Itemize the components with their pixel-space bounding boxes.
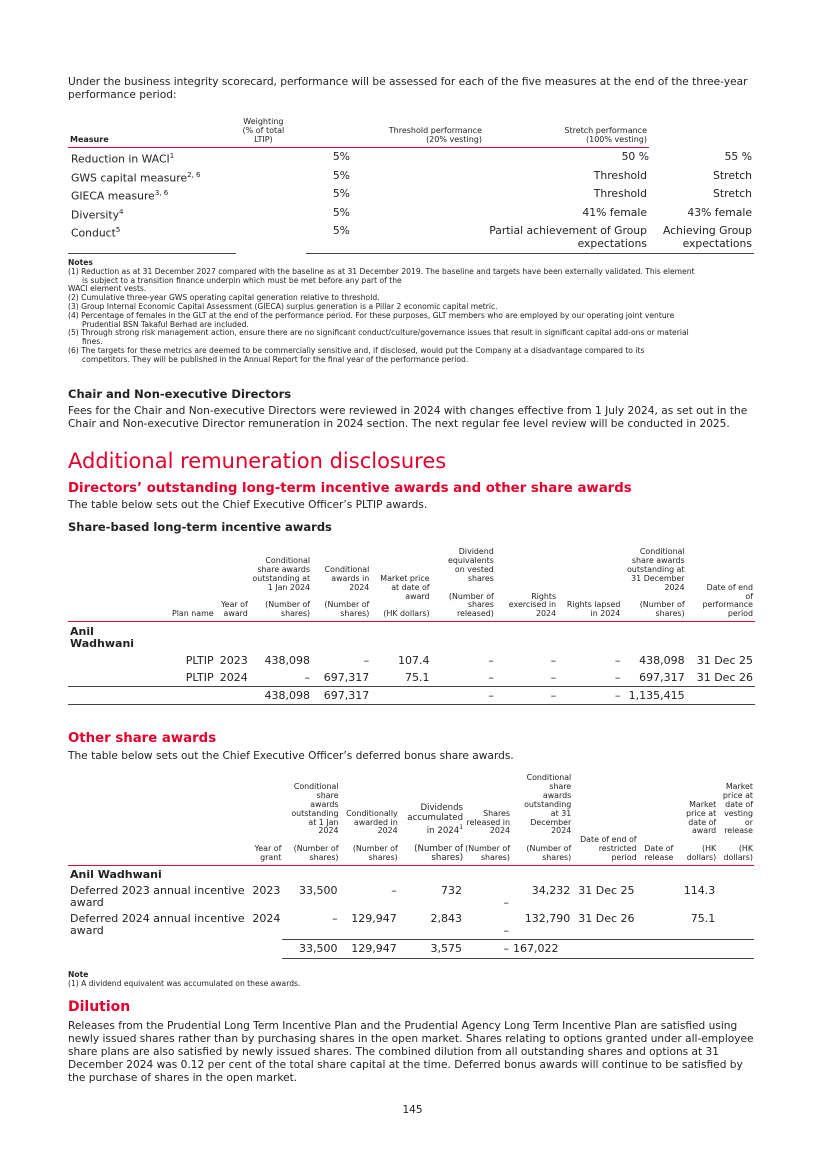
other-awards-table (68, 774, 754, 959)
page-number: 145 (402, 1104, 423, 1116)
table-row: Reduction in WACI$^1$ 5% 50 % 55 % (71, 149, 752, 166)
header-cond-start: Conditional share awards outstanding at 1 Jan 2024 (Number of shares) (282, 774, 339, 866)
table-row: PLTIP 2024 – 697,317 75.1 – – – 697,317 31 Dec 26 (185, 671, 753, 685)
total-row: 438,098 697,317 – – – 1,135,415 (68, 687, 755, 705)
header-exercised: Rights exercised in 2024 (496, 548, 558, 622)
scorecard-notes: Notes (1) Reduction as at 31 December 2027 compared with the baseline as at 31 December 2019. The baseline and targets have been externally validated. This element is subject to a transition finance underpin which must be met before any part of the WACI element vests. (2) Cumulative three-year GWS operating capital generation relative to threshold. (3) Group Internal Economic Capital Assessment (GIECA) surplus generation is a Pillar 2 economic capital metric. (4) Percentage of females in the GLT at the end of the performance period. For these purposes, GLT members who are employed by our operating joint venture Prudential BSN Takaful Berhad are included. (5) Through strong risk management action, ensure there are no significant conduct/culture/governance issues that result in significant capital add-ons or material fines. (6) The targets for these metrics are deemed to be commercially sensitive and, if disclosed, would put the Company at a disadvantage compared to its competitors. They will be published in the Annual Report for the final year of the performance period. (68, 258, 695, 364)
ltip-table-heading: Share-based long-term incentive awards (68, 520, 332, 534)
person-name: Anil Wadhwani (70, 868, 162, 882)
table-row: Diversity$^4$ 5% 41% female 43% female (71, 205, 752, 222)
header-threshold: Threshold performance (20% vesting) (306, 117, 484, 148)
dilution-heading: Dilution (68, 999, 131, 1015)
table-row: GIECA measure$^{3, 6}$ 5% Threshold Stretch (71, 187, 752, 203)
pltip-intro: The table below sets out the Chief Executive Officer’s PLTIP awards. (68, 499, 428, 511)
header-cond-end: Conditional share awards outstanding at 31 December 2024 (Number of shares) (622, 548, 686, 622)
header-stretch: Stretch performance (100% vesting) (484, 117, 649, 148)
total-row: 33,500 129,947 3,575 – 167,022 (68, 939, 754, 958)
ltip-table (68, 548, 755, 705)
additional-heading: Additional remuneration disclosures (68, 449, 447, 473)
table-row: Conduct$^5$ 5% Partial achievement of Group expectations Achieving Group expectations (68, 222, 754, 254)
other-awards-note: Note (1) A dividend equivalent was accumulated on these awards. (68, 970, 301, 988)
header-year-of-grant: Year of grant (250, 774, 283, 866)
header-market-award: Market price at date of award (HK dollars) (674, 774, 717, 866)
header-year-of-award: Year of award (216, 548, 250, 622)
table-row: GWS capital measure$^{2, 6}$ 5% Threshold Stretch (71, 168, 752, 185)
header-market-release: Market price at date of vesting or release (HK dollars) (717, 774, 754, 866)
chair-heading: Chair and Non-executive Directors (68, 387, 292, 401)
table-row: Deferred 2023 annual incentive award 2023 33,500 – 732 – 34,232 31 Dec 25 114.3 (70, 884, 716, 910)
intro-text: Under the business integrity scorecard, performance will be assessed for each of the five measures at the end of the three-year performance period: (68, 76, 748, 101)
person-name: Anil Wadhwani (70, 625, 135, 651)
table-row: Deferred 2024 annual incentive award 2024 – 129,947 2,843 – 132,790 31 Dec 26 75.1 (70, 912, 716, 938)
header-weighting: Weighting (% of total LTIP) (236, 117, 305, 148)
dilution-text: Releases from the Prudential Long Term Incentive Plan and the Prudential Agency Long Term Incentive Plan are satisfied using newly issued shares rather than by purchasing shares in the open market. Shares relating to options granted under all-employee share plans are also satisfied by newly issued shares. The combined dilution from all outstanding shares and options at 31 December 2024 was 0.12 per cent of the total share capital at the time. Deferred bonus awards will continue to be satisfied by the purchase of shares in the open market. (68, 1020, 754, 1084)
header-cond-start: Conditional share awards outstanding at 1 Jan 2024 (Number of shares) (250, 548, 312, 622)
header-plan-name: Plan name (147, 548, 215, 622)
other-awards-heading: Other share awards (68, 731, 217, 746)
header-lapsed: Rights lapsed in 2024 (558, 548, 622, 622)
header-dividend: Dividend equivalents on vested shares (Number of shares released) (432, 548, 496, 622)
header-end-date: Date of end of performance period (687, 548, 755, 622)
header-measure: Measure (68, 117, 236, 148)
header-cond-in: Conditional awards in 2024 (Number of shares) (312, 548, 371, 622)
header-released: Shares released in 2024 (Number of shares) (464, 774, 511, 866)
header-release-date: Date of release (638, 774, 675, 866)
header-cond-end: Conditional share awards outstanding at 31 December 2024 (Number of shares) (511, 774, 572, 866)
header-market-price: Market price at date of award (HK dollars) (371, 548, 431, 622)
header-dividends: Dividends accumulated in 2024$^1$ (Number of shares) (399, 774, 464, 866)
chair-text: Fees for the Chair and Non-executive Directors were reviewed in 2024 with changes effective from 1 July 2024, as set out in the Chair and Non-executive Director remuneration in 2024 section. The next regular fee level review will be conducted in 2025. (68, 405, 748, 430)
directors-awards-heading: Directors’ outstanding long-term incentive awards and other share awards (68, 481, 632, 496)
other-awards-intro: The table below sets out the Chief Executive Officer’s deferred bonus share awards. (68, 750, 514, 762)
table-row: PLTIP 2023 438,098 – 107.4 – – – 438,098 31 Dec 25 (185, 654, 753, 668)
scorecard-table (68, 117, 754, 254)
header-cond-in: Conditionally awarded in 2024 (Number of shares) (340, 774, 399, 866)
header-restricted: Date of end of restricted period (572, 774, 637, 866)
